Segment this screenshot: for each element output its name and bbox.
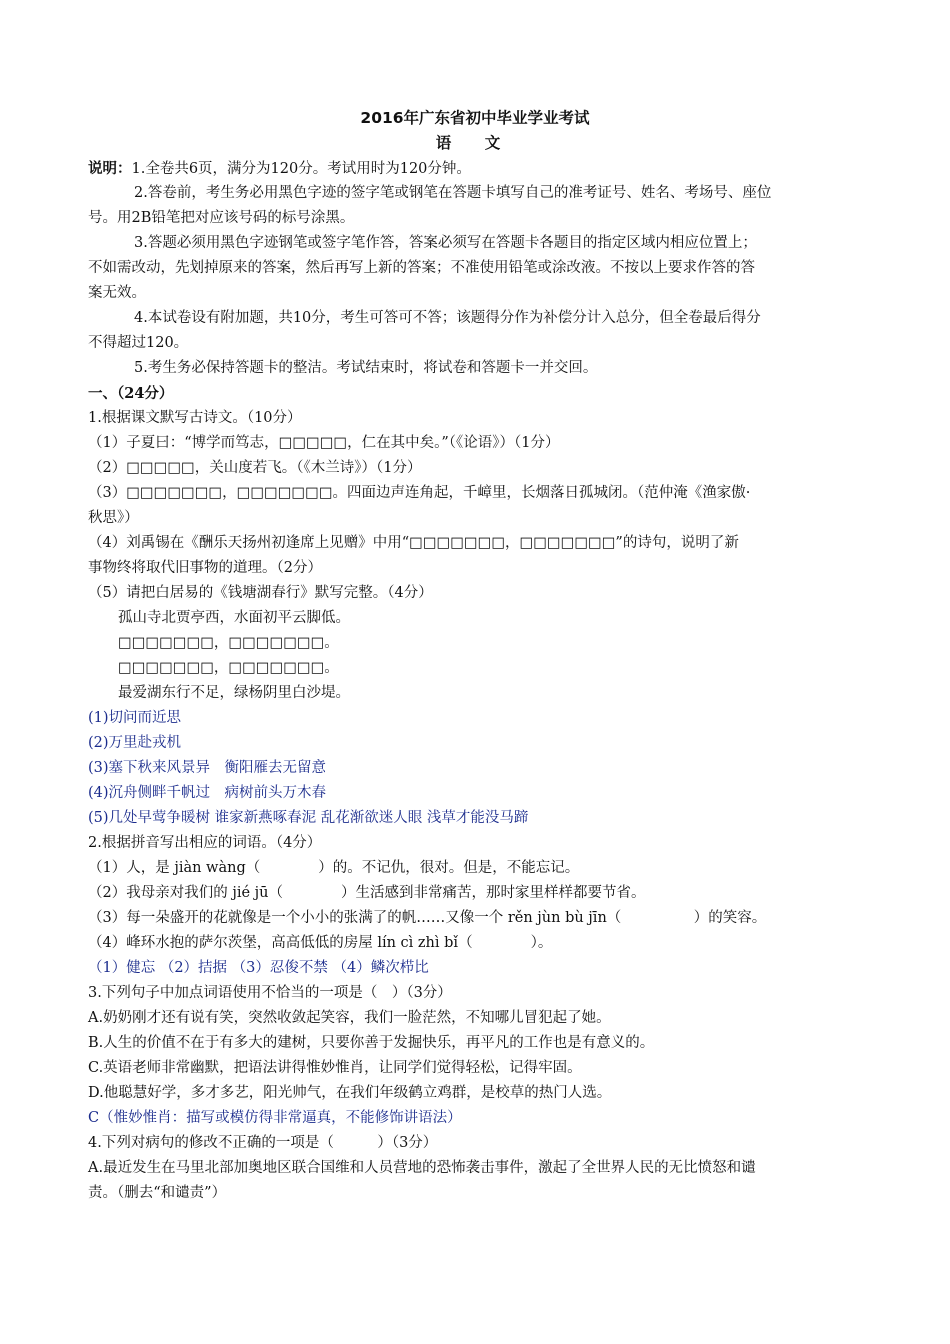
- q1-stem: 1.根据课文默写古诗文。（10分）: [88, 410, 302, 426]
- q2-part-2: （2）我母亲对我们的 jié jū（ ）生活感到非常痛苦，那时家里样样都要节省。: [88, 885, 646, 901]
- instructions-item-3a: 3.答题必须用黑色字迹钢笔或签字笔作答，答案必须写在答题卡各题目的指定区域内相应位置上；: [134, 235, 757, 251]
- q1-answer: (3)塞下秋来风景异 衡阳雁去无留意: [88, 760, 327, 776]
- instructions-item-2b: 号。用2B铅笔把对应该号码的标号涂黑。: [88, 210, 355, 226]
- q2-part-1: （1）人，是 jiàn wàng（ ）的。不记仇，很对。但是，不能忘记。: [88, 860, 580, 876]
- q4-option-a: A.最近发生在马里北部加奥地区联合国维和人员营地的恐怖袭击事件，激起了全世界人民的无比愤怒和谴: [88, 1160, 756, 1176]
- q1-part-2: （2）□□□□□，关山度若飞。（《木兰诗》）（1分）: [88, 460, 422, 476]
- q1-answer: (1)切问而近思: [88, 710, 182, 726]
- q2-answer: （1）健忘 （2）拮据 （3）忍俊不禁 （4）鳞次栉比: [88, 960, 429, 976]
- q1-part-5: （5）请把白居易的《钱塘湖春行》默写完整。（4分）: [88, 585, 433, 601]
- q1-part-4a: （4）刘禹锡在《酬乐天扬州初逢席上见赠》中用“□□□□□□□，□□□□□□□”的诗句，说明了新: [88, 535, 739, 551]
- section-heading: 一、（24分）: [88, 385, 174, 402]
- instructions-item-4b: 不得超过120。: [88, 335, 189, 351]
- q2-stem: 2.根据拼音写出相应的词语。（4分）: [88, 835, 322, 851]
- q1-part-3b: 秋思》）: [88, 510, 139, 526]
- instructions-item-2a: 2.答卷前，考生务必用黑色字迹的签字笔或钢笔在答题卡填写自己的准考证号、姓名、考场号、座位: [134, 185, 772, 201]
- instructions-item-4a: 4.本试卷设有附加题，共10分，考生可答可不答；该题得分作为补偿分计入总分，但全卷最后得分: [134, 310, 761, 326]
- poem-line: □□□□□□□，□□□□□□□。: [118, 635, 339, 651]
- instructions-item-1: 说明：1.全卷共6页，满分为120分。考试用时为120分钟。: [88, 160, 471, 177]
- q3-stem: 3.下列句子中加点词语使用不恰当的一项是（ ）（3分）: [88, 985, 452, 1001]
- q4-stem: 4.下列对病句的修改不正确的一项是（ ）（3分）: [88, 1135, 438, 1151]
- instructions-item-5: 5.考生务必保持答题卡的整洁。考试结束时，将试卷和答题卡一并交回。: [134, 360, 598, 376]
- instructions-item-3b: 不如需改动，先划掉原来的答案，然后再写上新的答案；不准使用铅笔或涂改液。不按以上要求作答的答: [88, 260, 755, 276]
- poem-line: 最爱湖东行不足，绿杨阴里白沙堤。: [118, 685, 350, 701]
- q1-answer: (2)万里赴戎机: [88, 735, 182, 751]
- exam-subject: 语 文: [435, 134, 515, 152]
- exam-title: 2016年广东省初中毕业学业考试: [360, 109, 590, 127]
- q3-answer: C（惟妙惟肖：描写或模仿得非常逼真，不能修饰讲语法）: [88, 1110, 462, 1126]
- q3-option-a: A.奶奶刚才还有说有笑，突然收敛起笑容，我们一脸茫然，不知哪儿冒犯起了她。: [88, 1010, 611, 1026]
- q2-part-4: （4）峰环水抱的萨尔茨堡，高高低低的房屋 lín cì zhì bǐ（ ）。: [88, 935, 553, 951]
- q1-answer: (5)几处早莺争暖树 谁家新燕啄春泥 乱花渐欲迷人眼 浅草才能没马蹄: [88, 810, 529, 826]
- q1-part-1: （1）子夏曰：“博学而笃志，□□□□□，仁在其中矣。”（《论语》）（1分）: [88, 435, 560, 451]
- q3-option-d: D.他聪慧好学，多才多艺，阳光帅气，在我们年级鹤立鸡群，是校草的热门人选。: [88, 1085, 612, 1101]
- q1-part-4b: 事物终将取代旧事物的道理。（2分）: [88, 560, 322, 576]
- q1-answer: (4)沉舟侧畔千帆过 病树前头万木春: [88, 785, 327, 801]
- q3-option-b: B.人生的价值不在于有多大的建树，只要你善于发掘快乐，再平凡的工作也是有意义的。: [88, 1035, 655, 1051]
- q1-part-3a: （3）□□□□□□□，□□□□□□□。四面边声连角起，千嶂里，长烟落日孤城闭。（范仲淹《渔家傲·: [88, 485, 751, 501]
- q4-option-a-cont: 责。（删去“和谴责”）: [88, 1185, 227, 1201]
- poem-line: □□□□□□□，□□□□□□□。: [118, 660, 339, 676]
- q2-part-3: （3）每一朵盛开的花就像是一个小小的张满了的帆……又像一个 rěn jùn bù jīn（ ）的笑容。: [88, 910, 767, 926]
- instructions-item-3c: 案无效。: [88, 285, 146, 301]
- q3-option-c: C.英语老师非常幽默，把语法讲得惟妙惟肖，让同学们觉得轻松，记得牢固。: [88, 1060, 582, 1076]
- exam-body: [88, 156, 878, 1206]
- poem-line: 孤山寺北贾亭西，水面初平云脚低。: [118, 610, 350, 626]
- instructions-label: 说明：: [88, 160, 132, 177]
